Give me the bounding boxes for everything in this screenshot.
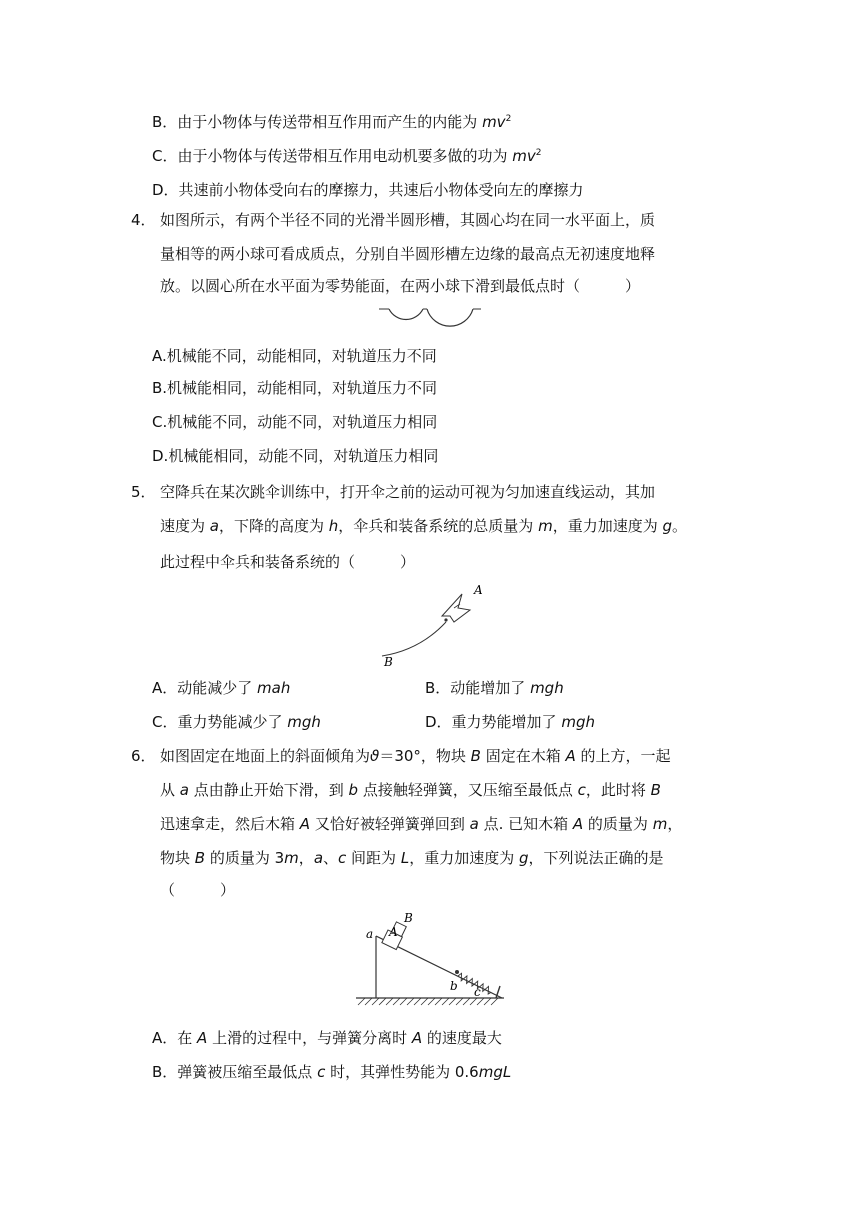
q4-option-a: A.机械能不同，动能相同，对轨道压力不同 bbox=[152, 347, 437, 365]
q6-label-b: b bbox=[450, 979, 458, 993]
q5-option-a: A．动能减少了 mah bbox=[152, 679, 291, 697]
q6-label-a: a bbox=[366, 927, 374, 941]
q4-semicircle-figure bbox=[375, 302, 485, 338]
q5-stem-line1: 空降兵在某次跳伞训练中，打开伞之前的运动可视为匀加速直线运动，其加 bbox=[160, 483, 656, 501]
q3-option-b: B．由于小物体与传送带相互作用而产生的内能为 $mv^2$ bbox=[152, 113, 512, 131]
q6-stem-line3: 迅速拿走，然后木箱 A 又恰好被轻弹簧弹回到 a 点. 已知木箱 A 的质量为 m， bbox=[160, 815, 683, 833]
q4-number: 4． bbox=[131, 211, 156, 229]
q4-stem-line3: 放。以圆心所在水平面为零势能面，在两小球下滑到最低点时（ ） bbox=[160, 277, 641, 295]
q6-stem-line5: （ ） bbox=[160, 881, 236, 899]
q6-stem-line1: 如图固定在地面上的斜面倾角为ϑ＝30°，物块 B 固定在木箱 A 的上方，一起 bbox=[160, 747, 671, 765]
q6-label-block-b: B bbox=[404, 911, 413, 925]
q5-number: 5． bbox=[131, 483, 156, 501]
q3-option-d: D．共速前小物体受向右的摩擦力，共速后小物体受向左的摩擦力 bbox=[152, 181, 584, 199]
q6-incline-figure bbox=[352, 906, 512, 1014]
q4-option-b: B.机械能相同，动能相同，对轨道压力不同 bbox=[152, 379, 438, 397]
q5-option-d: D．重力势能增加了 mgh bbox=[425, 713, 595, 731]
q6-stem-line4: 物块 B 的质量为 3m，a、c 间距为 L，重力加速度为 g，下列说法正确的是 bbox=[160, 849, 664, 867]
q5-label-a: A bbox=[474, 583, 483, 597]
q6-label-box-a: A bbox=[389, 925, 398, 939]
q5-stem-line3: 此过程中伞兵和装备系统的（ ） bbox=[160, 553, 416, 571]
q6-number: 6． bbox=[131, 747, 156, 765]
q4-stem-line1: 如图所示，有两个半径不同的光滑半圆形槽，其圆心均在同一水平面上，质 bbox=[160, 211, 656, 229]
q4-option-d: D.机械能相同，动能不同，对轨道压力相同 bbox=[152, 447, 439, 465]
q5-paratrooper-figure bbox=[370, 580, 500, 670]
q4-stem-line2: 量相等的两小球可看成质点，分别自半圆形槽左边缘的最高点无初速度地释 bbox=[160, 245, 656, 263]
q6-label-c: c bbox=[474, 985, 481, 999]
q5-stem-line2: 速度为 a，下降的高度为 h，伞兵和装备系统的总质量为 m，重力加速度为 g。 bbox=[160, 517, 688, 535]
q3-option-c: C．由于小物体与传送带相互作用电动机要多做的功为 $mv^2$ bbox=[152, 147, 542, 165]
q4-option-c: C.机械能不同，动能不同，对轨道压力相同 bbox=[152, 413, 438, 431]
q5-option-c: C．重力势能减少了 mgh bbox=[152, 713, 321, 731]
q6-option-b: B．弹簧被压缩至最低点 c 时，其弹性势能为 0.6mgL bbox=[152, 1063, 512, 1081]
q6-option-a: A．在 A 上滑的过程中，与弹簧分离时 A 的速度最大 bbox=[152, 1029, 502, 1047]
q5-option-b: B．动能增加了 mgh bbox=[425, 679, 564, 697]
q5-label-b: B bbox=[384, 655, 393, 669]
q6-stem-line2: 从 a 点由静止开始下滑，到 b 点接触轻弹簧，又压缩至最低点 c，此时将 B bbox=[160, 781, 661, 799]
